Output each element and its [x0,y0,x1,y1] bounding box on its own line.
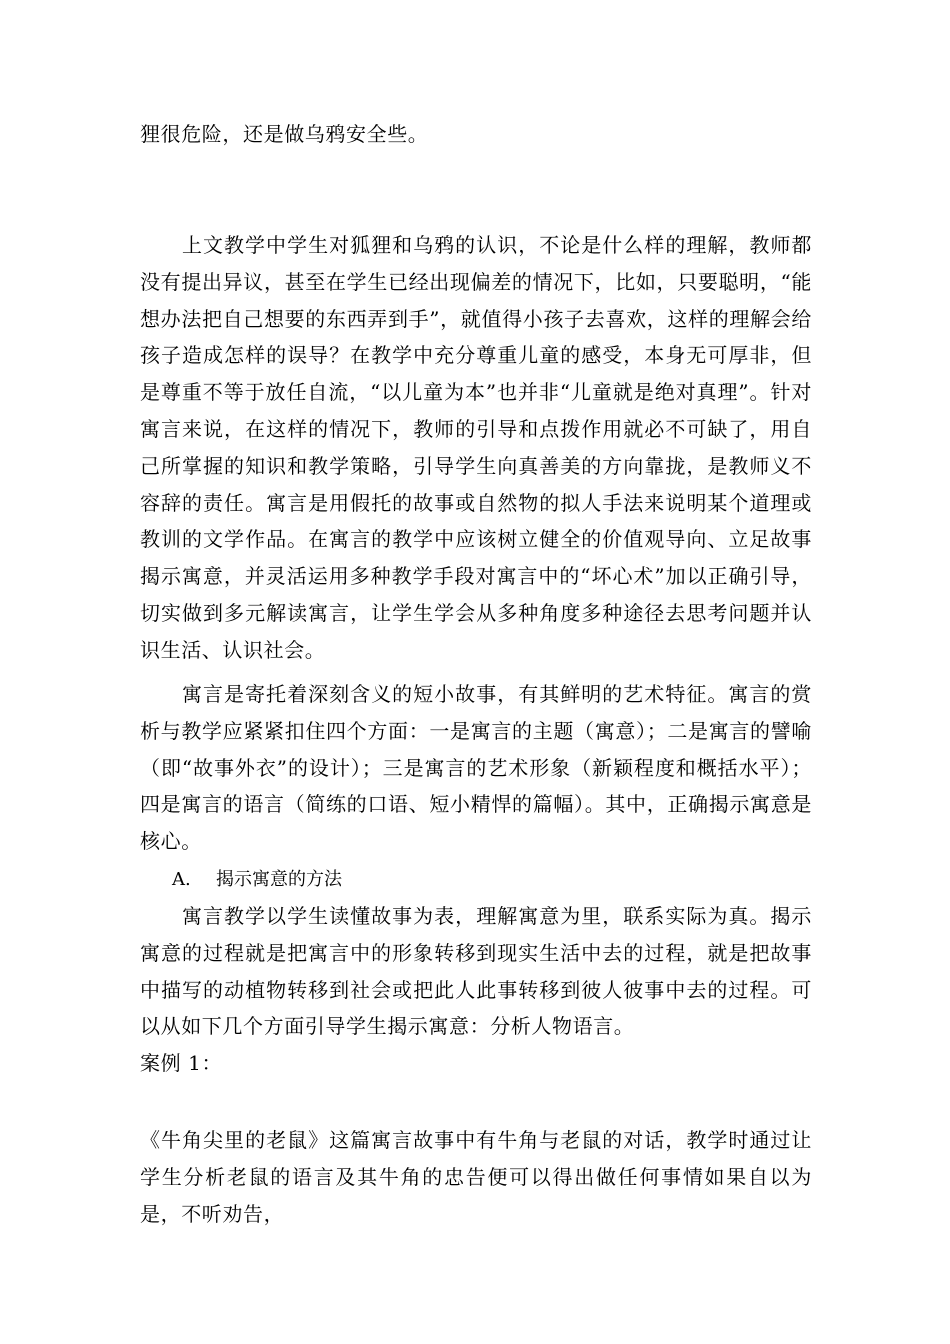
section-heading-text: 揭示寓意的方法 [216,869,342,890]
paragraph-teaching-reflection: 上文教学中学生对狐狸和乌鸦的认识，不论是什么样的理解，教师都没有提出异议，甚至在学生已经出现偏差的情况下，比如，只要聪明，“能想办法把自己想要的东西弄到手”，就值得小孩子去喜欢，这样的理解会给孩子造成怎样的误导？在教学中充分尊重儿童的感受，本身无可厚非，但是尊重不等于放任自流，“以儿童为本”也并非“儿童就是绝对真理”。针对寓言来说，在这样的情况下，教师的引导和点拨作用就必不可缺了，用自己所掌握的知识和教学策略，引导学生向真善美的方向靠拢，是教师义不容辞的责任。寓言是用假托的故事或自然物的拟人手法来说明某个道理或教训的文学作品。在寓言的教学中应该树立健全的价值观导向、立足故事揭示寓意，并灵活运用多种教学手段对寓言中的“坏心术”加以正确引导，切实做到多元解读寓言，让学生学会从多种角度多种途径去思考问题并认识生活、认识社会。 [140,233,812,662]
paragraph-fable-features: 寓言是寄托着深刻含义的短小故事，有其鲜明的艺术特征。寓言的赏析与教学应紧紧扣住四个方面：一是寓言的主题（寓意）；二是寓言的譬喻（即“故事外衣”的设计）；三是寓言的艺术形象（新颖程度和概括水平）；四是寓言的语言（简练的口语、短小精悍的篇幅）。其中，正确揭示寓意是核心。 [140,682,812,854]
section-heading [172,868,342,892]
section-heading-marker: A. [172,869,191,890]
paragraph-reveal-moral: 寓言教学以学生读懂故事为表，理解寓意为里，联系实际为真。揭示寓意的过程就是把寓言中的形象转移到现实生活中去的过程，就是把故事中描写的动植物转移到社会或把此人此事转移到彼人彼事中去的过程。可以从如下几个方面引导学生揭示寓意：分析人物语言。 [140,904,812,1039]
text-line-continuation: 狸很危险，还是做乌鸦安全些。 [140,122,429,146]
case-label: 案例 1： [140,1051,223,1075]
paragraph-case-1: 《牛角尖里的老鼠》这篇寓言故事中有牛角与老鼠的对话，教学时通过让学生分析老鼠的语言及其牛角的忠告便可以得出做任何事情如果自以为是，不听劝告， [140,1128,812,1226]
